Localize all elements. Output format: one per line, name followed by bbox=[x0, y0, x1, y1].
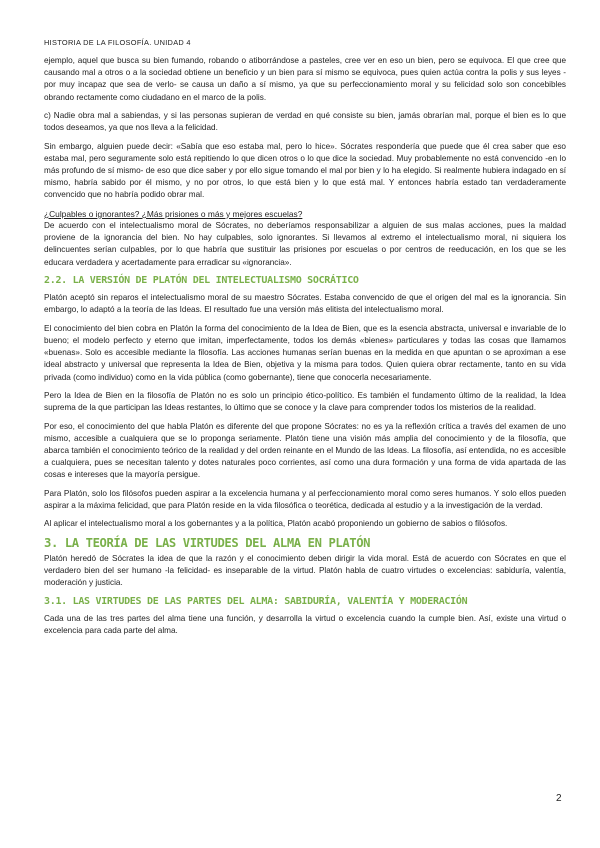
paragraph: El conocimiento del bien cobra en Platón la forma del conocimiento de la Idea de Bien, que es la esencia abstracta, universal e invariable de lo bueno; el modelo perfecto y eterno que imitan, imperfectamente, todos los demás «bienes» particulares y todas las cosas que llamamos «buenas». Solo es accesible mediante la filosofía. Las acciones humanas serían buenas en la medida en que apuntan o se aproximan a ese ideal abstracto y universal que representa la Idea de Bien, objetiva y la misma para todos. Quien quiera obrar rectamente, tanto en su vida privada (como individuo) como en la vida pública (como gobernante), tiene que conocerla necesariamente. bbox=[44, 323, 566, 382]
paragraph: Al aplicar el intelectualismo moral a los gobernantes y a la política, Platón acabó proponiendo un gobierno de sabios o filósofos. bbox=[44, 519, 508, 529]
paragraph: Cada una de las tres partes del alma tiene una función, y desarrolla la virtud o excelencia cuando la cumple bien. Así, existe una virtud o excelencia para cada parte del alma. bbox=[44, 613, 566, 636]
paragraph: Para Platón, solo los filósofos pueden aspirar a la excelencia humana y al perfeccionamiento moral como seres humanos. Y solo ellos pueden aspirar a la máxima felicidad, que para Platón reside en la vida filosófica o teorética, dedicada al estudio y a la investigación de la verdad. bbox=[44, 488, 566, 510]
paragraph: De acuerdo con el intelectualismo moral de Sócrates, no deberíamos responsabilizar a alguien de sus malas acciones, pues la maldad proviene de la ignorancia del bien. No hay culpables, solo ignorantes. Si llevamos al extremo el intelectualismo moral, ni siquiera los delincuentes serían culpables, por lo que habría que sustituir las prisiones por escuelas o por centros de reeducación, en los que se les educara verdadera y acertadamente para erradicar su «ignorancia». bbox=[44, 221, 566, 267]
page-header: HISTORIA DE LA FILOSOFÍA. UNIDAD 4 bbox=[44, 38, 191, 47]
paragraph: Platón aceptó sin reparos el intelectualismo moral de su maestro Sócrates. Estaba convencido de que el origen del mal es la ignorancia. Sin embargo, lo adaptó a la teoría de las Ideas. El resultado fue una versión más elitista del intelectualismo moral. bbox=[44, 293, 566, 315]
page-number: 2 bbox=[556, 793, 562, 804]
paragraph: Sin embargo, alguien puede decir: «Sabía que eso estaba mal, pero lo hice». Sócrates respondería que puede que él crea saber que eso estaba mal, pero seguramente solo está repitiendo lo que dicen otros o lo que dice la sociedad. Muy probablemente no está convencido -en lo más profundo de sí mismo- de eso que dice saber y por ello sigue tomando el mal por bien y lo ha elegido. Si realmente hubiera indagado en sí mismo, habría sabido por él mismo, y no por otros, lo que está bien y lo que está mal. Y entonces habría estado tan verdaderamente convencido que no habría podido obrar mal. bbox=[44, 141, 566, 200]
section-heading: 3. LA TEORÍA DE LAS VIRTUDES DEL ALMA EN PLATÓN bbox=[44, 535, 371, 550]
subsection-heading: 3.1. LAS VIRTUDES DE LAS PARTES DEL ALMA: SABIDURÍA, VALENTÍA Y MODERACIÓN bbox=[44, 595, 468, 607]
paragraph: ejemplo, aquel que busca su bien fumando, robando o atiborrándose a pasteles, cree ver en eso un bien, pero se equivoca. El que cree que causando mal a otros o a la sociedad obtiene un beneficio y un bien para sí mismo se equivoca, pues quien actúa contra la polis y sus leyes -por muy incapaz que sea de verlo- se causa un daño a sí mismo, ya que su perfeccionamiento moral y su felicidad solo son concebibles obrando rectamente como ciudadano en el marco de la polis. bbox=[44, 56, 566, 102]
document-body bbox=[44, 55, 566, 644]
paragraph: Platón heredó de Sócrates la idea de que la razón y el conocimiento deben dirigir la vida moral. Está de acuerdo con Sócrates en que el verdadero bien del ser humano -la felicidad- es inseparable de la virtud. Platón habla de cuatro virtudes o excelencias: sabiduría, valentía, moderación y justicia. bbox=[44, 553, 566, 588]
paragraph: Pero la Idea de Bien en la filosofía de Platón no es solo un principio ético-político. Es también el fundamento último de la realidad, la Idea suprema de la que participan las Ideas restantes, lo último que se conoce y la clave para comprender todos los misterios de la realidad. bbox=[44, 391, 566, 413]
subsection-heading: 2.2. LA VERSIÓN DE PLATÓN DEL INTELECTUALISMO SOCRÁTICO bbox=[44, 275, 359, 286]
question-heading: ¿Culpables o ignorantes? ¿Más prisiones o más y mejores escuelas? bbox=[44, 208, 303, 219]
paragraph: c) Nadie obra mal a sabiendas, y si las personas supieran de verdad en qué consiste su bien, jamás obrarían mal, porque el bien es lo que todos deseamos, ya que nos lleva a la felicidad. bbox=[44, 111, 566, 133]
paragraph: Por eso, el conocimiento del que habla Platón es diferente del que propone Sócrates: no es ya la reflexión crítica a través del examen de uno mismo, accesible a cualquiera que se lo proponga seriamente. Platón tiene una visión más amplia del conocimiento y de la filosofía, que abarca también el conocimiento teórico de la realidad y del orden reinante en el Mundo de las Ideas. La filosofía, así entendida, no es accesible a cualquiera, pues se necesitan talento y dotes naturales poco corrientes, así como una dura formación y una forma de vida apartada de las cosas e intereses que la mayoría persigue. bbox=[44, 421, 566, 480]
